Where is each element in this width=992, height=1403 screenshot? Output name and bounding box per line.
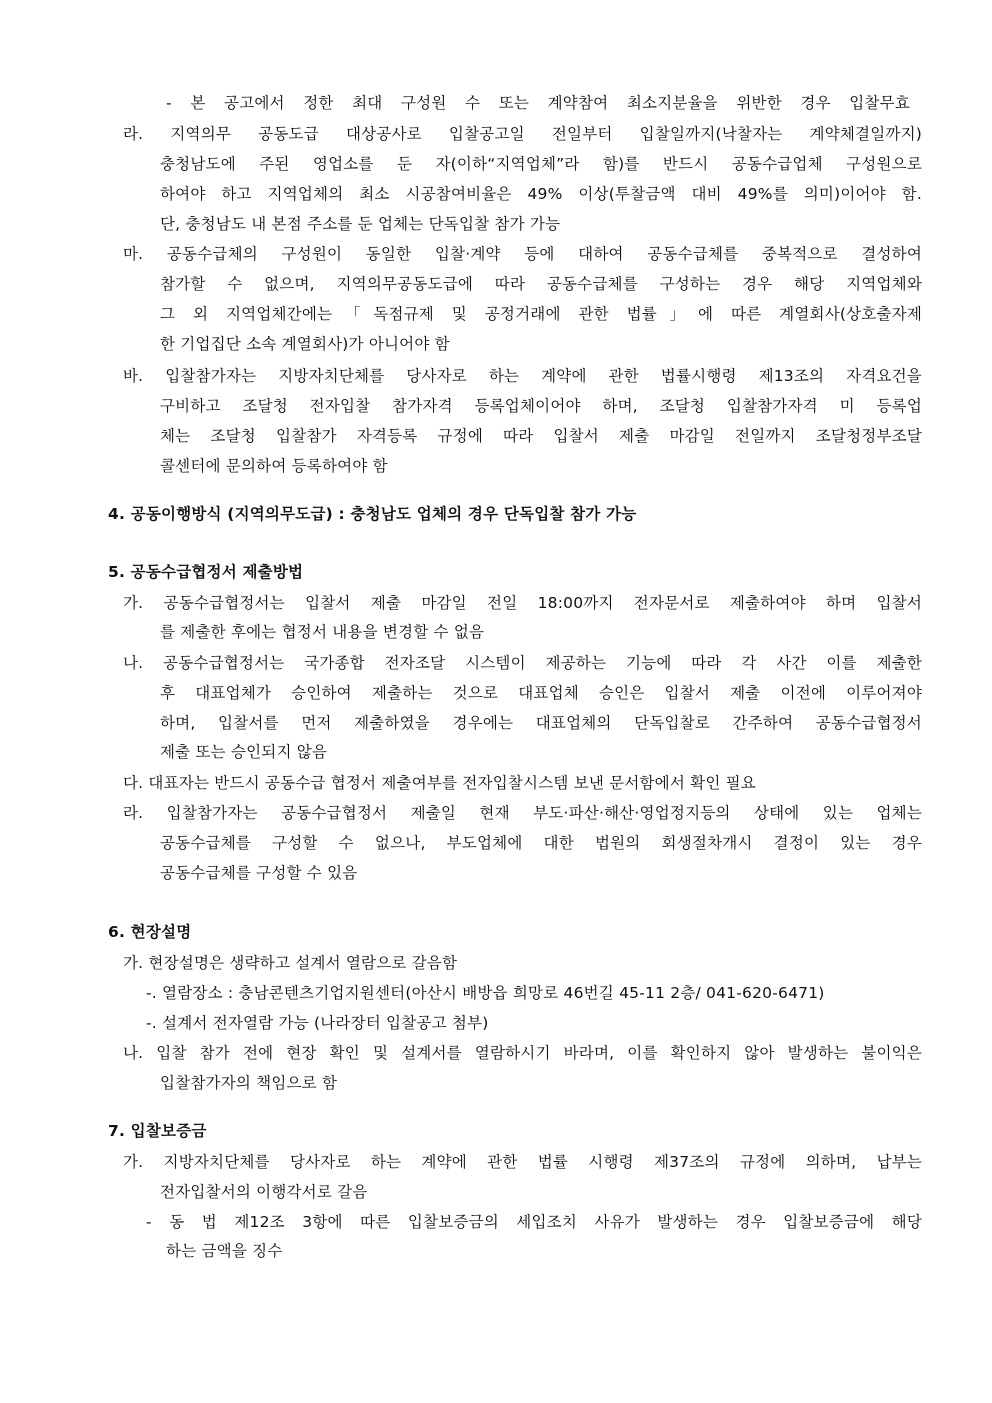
item-ba-line-3: 체는 조달청 입찰참가 자격등록 규정에 따라 입찰서 제출 마감일 전일까지 조달청정부조달: [160, 427, 922, 445]
section-6-heading: 6. 현장설명: [108, 923, 192, 941]
section-5-ga-line-1: 가. 공동수급협정서는 입찰서 제출 마감일 전일 18:00까지 전자문서로 제출하여야 하며 입찰서: [123, 594, 922, 612]
section-7-dash-line-1: - 동 법 제12조 3항에 따른 입찰보증금의 세입조치 사유가 발생하는 경우 입찰보증금에 해당: [146, 1213, 922, 1231]
item-ba-line-4: 콜센터에 문의하여 등록하여야 함: [160, 457, 388, 475]
item-ra-line-4: 단, 충청남도 내 본점 주소를 둔 업체는 단독입찰 참가 가능: [160, 215, 561, 233]
item-ma-line-2: 참가할 수 없으며, 지역의무공동도급에 따라 공동수급체를 구성하는 경우 해당 지역업체와: [160, 275, 922, 293]
section-5-da-line: 다. 대표자는 반드시 공동수급 협정서 제출여부를 전자입찰시스템 보낸 문서함에서 확인 필요: [123, 774, 756, 792]
bid-invalid-note: - 본 공고에서 정한 최대 구성원 수 또는 계약참여 최소지분율을 위반한 경우 입찰무효: [166, 94, 910, 112]
section-5-na-line-3: 하며, 입찰서를 먼저 제출하였을 경우에는 대표업체의 단독입찰로 간주하여 공동수급협정서: [160, 714, 922, 732]
section-5-ra-line-2: 공동수급체를 구성할 수 없으나, 부도업체에 대한 법원의 회생절차개시 결정이 있는 경우: [160, 834, 922, 852]
item-ma-line-3: 그 외 지역업체간에는「독점규제 및 공정거래에 관한 법률」에 따른 계열회사(상호출자제: [160, 305, 922, 323]
section-6-ga-line: 가. 현장설명은 생략하고 설계서 열람으로 갈음함: [123, 954, 458, 972]
section-5-ra-line-1: 라. 입찰참가자는 공동수급협정서 제출일 현재 부도·파산·해산·영업정지등의 상태에 있는 업체는: [123, 804, 922, 822]
section-7-ga-line-2: 전자입찰서의 이행각서로 갈음: [160, 1183, 368, 1201]
item-ba-line-2: 구비하고 조달청 전자입찰 참가자격 등록업체이어야 하며, 조달청 입찰참가자격 미 등록업: [160, 397, 922, 415]
item-ma-line-4: 한 기업집단 소속 계열회사)가 아니어야 함: [160, 335, 450, 353]
electronic-viewing: -. 설계서 전자열람 가능 (나라장터 입찰공고 첨부): [146, 1014, 489, 1032]
section-7-ga-line-1: 가. 지방자치단체를 당사자로 하는 계약에 관한 법률 시행령 제37조의 규정에 의하며, 납부는: [123, 1153, 922, 1171]
section-5-ga-line-2: 를 제출한 후에는 협정서 내용을 변경할 수 없음: [160, 623, 485, 641]
section-5-na-line-2: 후 대표업체가 승인하여 제출하는 것으로 대표업체 승인은 입찰서 제출 이전에 이루어져야: [160, 684, 922, 702]
section-6-na-line-2: 입찰참가자의 책임으로 함: [160, 1074, 338, 1092]
section-6-na-line-1: 나. 입찰 참가 전에 현장 확인 및 설계서를 열람하시기 바라며, 이를 확인하지 않아 발생하는 불이익은: [123, 1044, 922, 1062]
section-5-na-line-4: 제출 또는 승인되지 않음: [160, 743, 328, 761]
item-ra-line-1: 라. 지역의무 공동도급 대상공사로 입찰공고일 전일부터 입찰일까지(낙찰자는 계약체결일까지): [123, 125, 922, 143]
item-ra-line-2: 충청남도에 주된 영업소를 둔 자(이하“지역업체”라 함)를 반드시 공동수급업체 구성원으로: [160, 155, 922, 173]
section-7-heading: 7. 입찰보증금: [108, 1122, 207, 1140]
item-ba-line-1: 바. 입찰참가자는 지방자치단체를 당사자로 하는 계약에 관한 법률시행령 제13조의 자격요건을: [123, 367, 922, 385]
section-5-na-line-1: 나. 공동수급협정서는 국가종합 전자조달 시스템이 제공하는 기능에 따라 각 사간 이를 제출한: [123, 654, 922, 672]
section-5-heading: 5. 공동수급협정서 제출방법: [108, 563, 304, 581]
section-7-dash-line-2: 하는 금액을 징수: [166, 1242, 283, 1260]
viewing-location: -. 열람장소 : 충남콘텐츠기업지원센터(아산시 배방읍 희망로 46번길 45-11 2층/ 041-620-6471): [146, 984, 825, 1002]
section-5-ra-line-3: 공동수급체를 구성할 수 있음: [160, 864, 358, 882]
item-ma-line-1: 마. 공동수급체의 구성원이 동일한 입찰·계약 등에 대하여 공동수급체를 중복적으로 결성하여: [123, 245, 922, 263]
item-ra-line-3: 하여야 하고 지역업체의 최소 시공참여비율은 49% 이상(투찰금액 대비 49%를 의미)이어야 함.: [160, 185, 922, 203]
section-4-heading: 4. 공동이행방식 (지역의무도급) : 충청남도 업체의 경우 단독입찰 참가 가능: [108, 505, 637, 523]
